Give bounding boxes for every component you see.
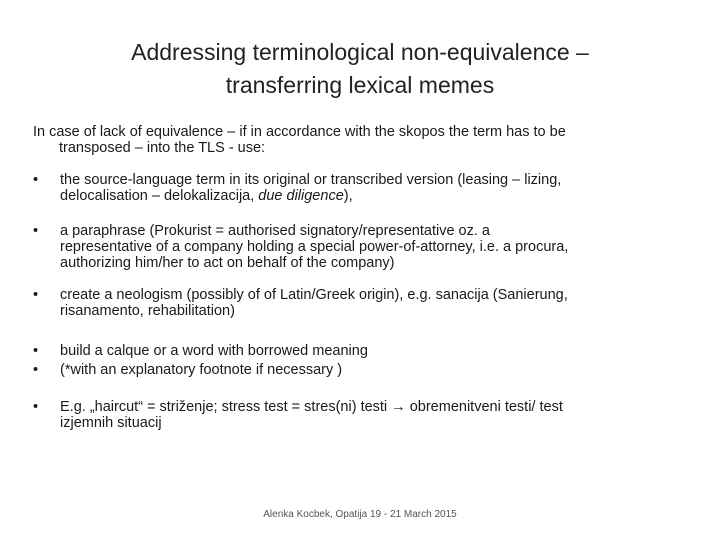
bullet-text-line: (*with an explanatory footnote if necessary ) xyxy=(60,362,343,378)
bullet-dot: • xyxy=(33,223,39,239)
slide-title xyxy=(60,36,660,102)
intro-line-1: In case of lack of equivalence – if in accordance with the skopos the term has to be xyxy=(33,124,566,140)
bullet-text-line: build a calque or a word with borrowed meaning xyxy=(60,343,368,359)
list-item xyxy=(33,223,688,271)
bullet-text-line: izjemnih situacij xyxy=(60,415,162,431)
list-item xyxy=(33,343,688,359)
italic-term: due diligence xyxy=(258,188,344,204)
list-item xyxy=(33,399,688,431)
bullet-text-line: risanamento, rehabilitation) xyxy=(60,303,235,319)
bullet-dot: • xyxy=(33,362,39,378)
bullet-dot: • xyxy=(33,287,39,303)
bullet-dot: • xyxy=(33,343,39,359)
bullet-dot: • xyxy=(33,172,39,188)
bullet-text-line: authorizing him/her to act on behalf of the company) xyxy=(60,255,395,271)
list-item xyxy=(33,287,688,319)
bullet-text-line: delocalisation – delokalizacija, due diligence), xyxy=(60,188,353,204)
bullet-text-line: the source-language term in its original or transcribed version (leasing – lizing, xyxy=(60,172,562,188)
bullet-text-line: create a neologism (possibly of of Latin/Greek origin), e.g. sanacija (Sanierung, xyxy=(60,287,568,303)
list-item xyxy=(33,362,688,378)
bullet-dot: • xyxy=(33,399,39,415)
list-item xyxy=(33,172,688,204)
title-line-1: Addressing terminological non-equivalence – xyxy=(131,39,589,65)
bullet-text-line: E.g. „haircut“ = striženje; stress test = stres(ni) testi → obremenitveni testi/ test xyxy=(60,399,563,415)
intro-paragraph xyxy=(33,124,683,156)
title-line-2: transferring lexical memes xyxy=(225,72,495,98)
bullet-text-line: a paraphrase (Prokurist = authorised signatory/representative oz. a xyxy=(60,223,490,239)
slide-footer: Alenka Kocbek, Opatija 19 - 21 March 2015 xyxy=(263,509,457,520)
intro-line-2: transposed – into the TLS - use: xyxy=(59,140,266,156)
bullet-text-line: representative of a company holding a special power-of-attorney, i.e. a procura, xyxy=(60,239,569,255)
